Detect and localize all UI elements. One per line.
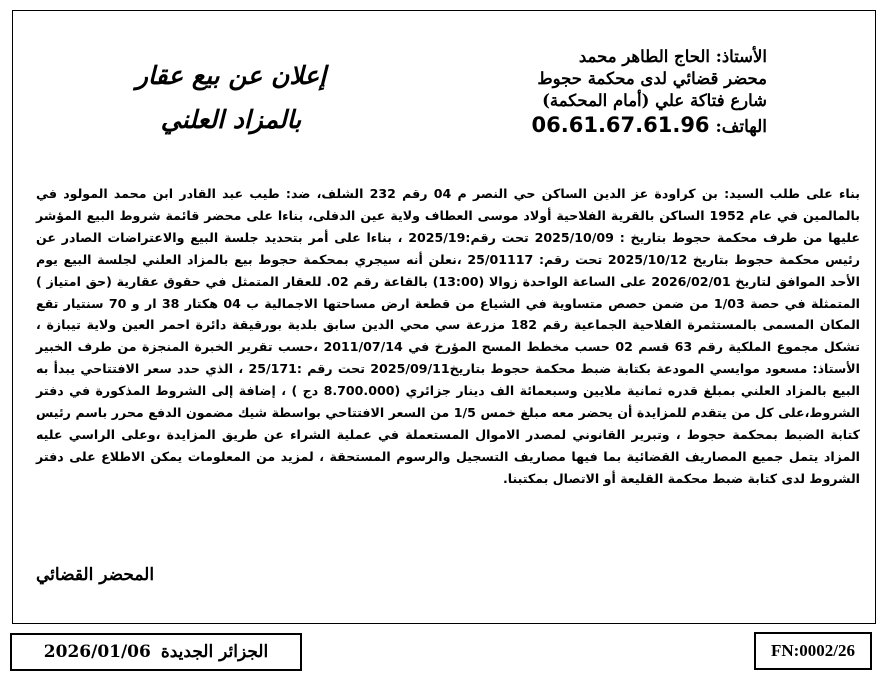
announcement-body: بناء على طلب السيد: بن كراودة عز الدين الساكن حي النصر م 04 رقم 232 الشلف، ضد: طيب عبد القادر ابن محمد المولود في بالمالمين في عام 1952 الساكن بالقرية الفلاحية أولاد موسى العطاف ولاية عين الدفلى، بناءا على محضر قائمة شروط البيع المؤشر عليها من طرف محكمة حجوط بتاريخ : 2025/10/09 تحت رقم:2025/19 ، بناءا على أمر بتحديد جلسة البيع والاعتراضات الصادر عن رئيس محكمة حجوط بتاريخ 2025/10/12 تحت رقم: 25/01117 ،نعلن أنه سيجري بمحكمة حجوط بيع بالمزاد العلني لجلسة البيع يوم الأحد الموافق لتاريخ 2026/02/01 على الساعة الواحدة زوالا (13:00) بالقاعة رقم 02. للعقار المتمثل في حقوق عقارية (حق امتياز ) المتمثلة في حصة 1/03 من ضمن حصص متساوية في الشياع من قطعة ارض مساحتها الاجمالية ب 04 هكتار 38 ار و 70 سنتيار تقع المكان المسمى بالمستثمرة الفلاحية الجماعية رقم 182 مزرعة سي محي الدين سابق بلدية بورقيقة دائرة احمر العين ولاية تيبازة ، تشكل مجموع الملكية رقم 63 قسم 02 حسب مخطط المسح المؤرخ في 2011/07/14 ،حسب تقرير الخبرة المنجزة من طرف الخبير الأستاذ: مسعود موايسي المودعة بكتابة ضبط محكمة حجوط بتاريخ2025/09/11 تحت رقم :25/171 ، الذي حدد سعر الافتتاحي يبدأ به البيع بالمزاد العلني بمبلغ قدره ثمانية ملايين وسبعمائة الف دينار جزائري (8.700.000 دج ) ، إضافة إلى الشروط المذكورة في دفتر الشروط،على كل من يتقدم للمزايدة أن يحضر معه مبلغ خمس 1/5 من السعر الافتتاحي بواسطة شيك مضمون الدفع محرر باسم رئيس كتابة الضبط بمحكمة حجوط ، وتبرير القانوني لمصدر الاموال المستعملة في عملية الشراء عن طريق المزايدة ،وعلى الراسي عليه المزاد يتمل جميع المصاريف القضائية بما فيها مصاريف التسجيل والرسوم المستحقة ، لمزيد من المعلومات يمكن الاطلاع على دفتر الشروط لدى كتابة ضبط محكمة القليعة أو الاتصال بمكتبنا. (36, 186, 861, 486)
fn-reference: FN:0002/26 (770, 641, 856, 660)
phone-label: الهاتف: (715, 117, 767, 137)
signature: المحضر القضائي (36, 565, 155, 585)
newspaper-box (10, 633, 302, 671)
bailiff-name: الأستاذ: الحاج الطاهر محمد (578, 47, 767, 66)
announcement-title-line2: بالمزاد العلني (160, 105, 302, 134)
phone-number: 06.61.67.61.96 (531, 113, 710, 137)
announcement-title-line1: إعلان عن بيع عقار (135, 61, 327, 90)
newspaper-name: الجزائر الجديدة (160, 642, 269, 662)
publication-date: 2026/01/06 (43, 642, 151, 662)
fn-reference-box (754, 632, 872, 670)
bailiff-address: شارع فتاكة علي (أمام المحكمة) (542, 91, 767, 110)
announcement-title (96, 54, 366, 142)
bailiff-header (467, 46, 767, 138)
bailiff-position: محضر قضائي لدى محكمة حجوط (537, 69, 767, 88)
phone-line (467, 114, 767, 138)
